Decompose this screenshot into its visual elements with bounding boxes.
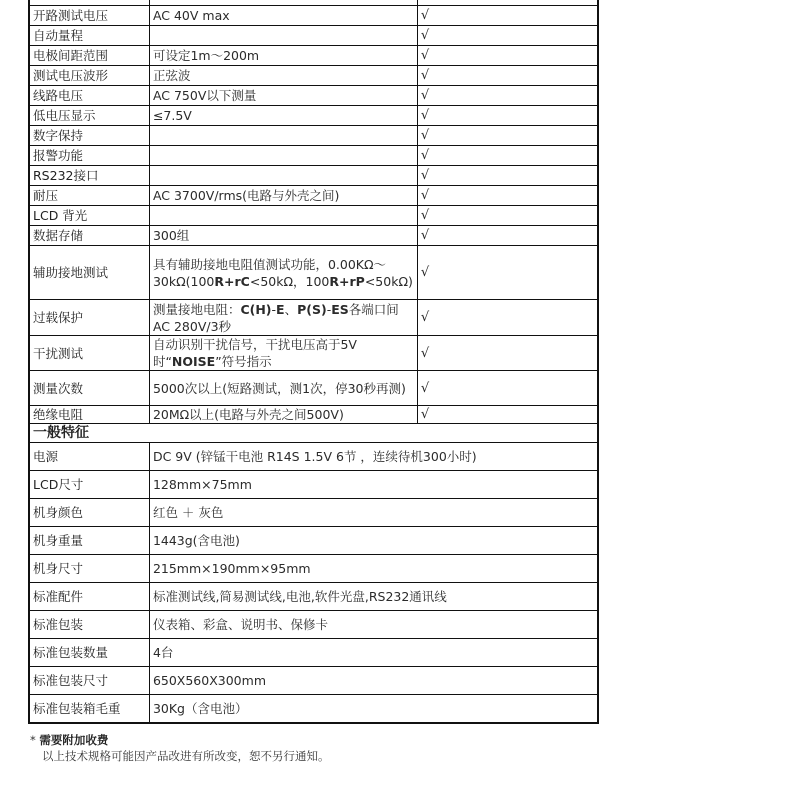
- footnote-title: 需要附加收费: [39, 733, 109, 747]
- check-mark: √: [420, 108, 430, 123]
- spec-name: 标准包装箱毛重: [33, 701, 121, 716]
- check-mark: √: [420, 208, 430, 223]
- feature-name: 绝缘电阻: [33, 407, 84, 422]
- footnote: [30, 732, 330, 764]
- spec-value: 1443g(含电池): [152, 533, 240, 548]
- spec-name: 标准配件: [33, 589, 84, 604]
- bold-rc: rC: [234, 273, 250, 289]
- spec-name: 机身颜色: [33, 505, 84, 520]
- feature-name: 干扰测试: [33, 345, 84, 361]
- feature-value: <50kΩ): [364, 273, 413, 289]
- spec-value: 仪表箱、彩盒、说明书、保修卡: [152, 617, 328, 632]
- check-mark: √: [420, 310, 430, 325]
- spec-name: 标准包装尺寸: [33, 673, 109, 688]
- spec-table: [28, 0, 599, 724]
- table-row: [29, 583, 598, 611]
- check-mark: √: [420, 168, 430, 183]
- check-mark: √: [420, 265, 430, 280]
- table-row: [29, 555, 598, 583]
- feature-name: 耐压: [33, 188, 59, 203]
- feature-value: 各端口间AC 280V/3秒: [152, 301, 399, 334]
- feature-name: 开路测试电压: [33, 8, 109, 23]
- table-row: [29, 300, 598, 336]
- feature-value: ”符号指示: [215, 354, 272, 369]
- feature-name: 数字保持: [33, 128, 84, 143]
- bold-r: R: [214, 273, 225, 289]
- feature-value: 自动识别干扰信号，干扰电压高于5V时“: [152, 337, 357, 369]
- check-mark: √: [420, 188, 430, 203]
- feature-value: AC 750V以下测量: [152, 88, 257, 103]
- feature-value: 测量接地电阻：: [152, 301, 241, 317]
- bold-term: P(S): [297, 301, 327, 317]
- table-row: [29, 695, 598, 724]
- check-mark: √: [420, 148, 430, 163]
- dash: -: [271, 301, 277, 317]
- table-row: [29, 26, 598, 46]
- spec-value: DC 9V (锌锰干电池 R14S 1.5V 6节 ，连续待机300小时): [152, 449, 477, 464]
- feature-name: 测量次数: [33, 380, 84, 396]
- table-row: [29, 471, 598, 499]
- feature-value: 正弦波: [152, 68, 191, 83]
- spec-name: 机身重量: [33, 533, 84, 548]
- spec-name: 电源: [33, 449, 59, 464]
- table-row: [29, 527, 598, 555]
- table-row: [29, 166, 598, 186]
- feature-value: AC 40V max: [152, 8, 230, 23]
- spec-value: 30Kg（含电池）: [152, 701, 248, 716]
- dash: -: [326, 301, 332, 317]
- check-mark: √: [420, 48, 430, 63]
- spec-value: 4台: [152, 645, 174, 660]
- plus: +: [224, 273, 235, 289]
- check-mark: √: [420, 380, 430, 396]
- spec-value: 标准测试线,简易测试线,电池,软件光盘,RS232通讯线: [152, 589, 447, 604]
- table-row: [29, 86, 598, 106]
- feature-value: 5000次以上(短路测试，测1次，停30秒再测): [152, 380, 406, 396]
- feature-name: LCD 背光: [33, 208, 88, 223]
- spec-name: LCD尺寸: [33, 477, 84, 492]
- spec-value: 650X560X300mm: [152, 673, 266, 688]
- feature-name: 低电压显示: [33, 108, 96, 123]
- bold-noise: NOISE: [171, 354, 216, 369]
- bold-rp: rP: [349, 273, 365, 289]
- check-mark: √: [420, 407, 430, 422]
- feature-value: 20MΩ以上(电路与外壳之间500V): [152, 407, 344, 422]
- feature-value: ≤7.5V: [152, 108, 192, 123]
- check-mark: √: [420, 8, 430, 23]
- table-row: [29, 336, 598, 371]
- bold-term: C(H): [240, 301, 272, 317]
- table-row: [29, 667, 598, 695]
- plus: +: [339, 273, 350, 289]
- feature-name: 电极间距范围: [33, 48, 109, 63]
- check-mark: √: [420, 88, 430, 103]
- feature-name: 数据存储: [33, 228, 84, 243]
- table-row: [29, 146, 598, 166]
- table-row: [29, 406, 598, 424]
- table-row: [29, 639, 598, 667]
- section-header: [29, 424, 598, 443]
- section-title: 一般特征: [33, 424, 89, 441]
- table-row: [29, 226, 598, 246]
- bold-term: E: [276, 301, 285, 317]
- bold-term: ES: [331, 301, 349, 317]
- table-row: [29, 206, 598, 226]
- spec-value: 128mm×75mm: [152, 477, 252, 492]
- table-row: [29, 106, 598, 126]
- table-row: [29, 186, 598, 206]
- feature-value: 300组: [152, 228, 190, 243]
- check-mark: √: [420, 128, 430, 143]
- table-row: [29, 443, 598, 471]
- feature-name: 过载保护: [33, 310, 84, 325]
- feature-value: AC 3700V/rms(电路与外壳之间): [152, 188, 340, 203]
- table-row: [29, 46, 598, 66]
- spec-name: 标准包装: [33, 617, 84, 632]
- spec-value: 红色 ＋ 灰色: [152, 505, 224, 520]
- table-row: [29, 66, 598, 86]
- feature-name: 报警功能: [33, 148, 84, 163]
- bold-r: R: [329, 273, 340, 289]
- feature-name: 自动量程: [33, 28, 84, 43]
- table-row: [29, 371, 598, 406]
- footnote-text: 以上技术规格可能因产品改进有所改变，恕不另行通知。: [42, 749, 330, 763]
- feature-value: 可设定1m～200m: [152, 48, 260, 63]
- feature-name: RS232接口: [33, 168, 99, 183]
- feature-name: 测试电压波形: [33, 68, 109, 83]
- spec-value: 215mm×190mm×95mm: [152, 561, 311, 576]
- check-mark: √: [420, 68, 430, 83]
- spec-name: 机身尺寸: [33, 561, 84, 576]
- table-row: [29, 6, 598, 26]
- table-row: [29, 499, 598, 527]
- feature-name: 辅助接地测试: [33, 265, 109, 280]
- table-row: [29, 246, 598, 300]
- table-row: [29, 126, 598, 146]
- check-mark: √: [420, 228, 430, 243]
- sep: 、: [284, 301, 298, 317]
- feature-name: 线路电压: [33, 88, 84, 103]
- feature-value: <50kΩ，100: [249, 273, 330, 289]
- check-mark: √: [420, 28, 430, 43]
- footnote-star: *: [30, 733, 40, 747]
- feature-value: 具有辅助接地电阻值测试功能，0.00KΩ～30kΩ(100: [152, 256, 387, 289]
- spec-name: 标准包装数量: [33, 645, 109, 660]
- check-mark: √: [420, 345, 430, 361]
- table-row: [29, 611, 598, 639]
